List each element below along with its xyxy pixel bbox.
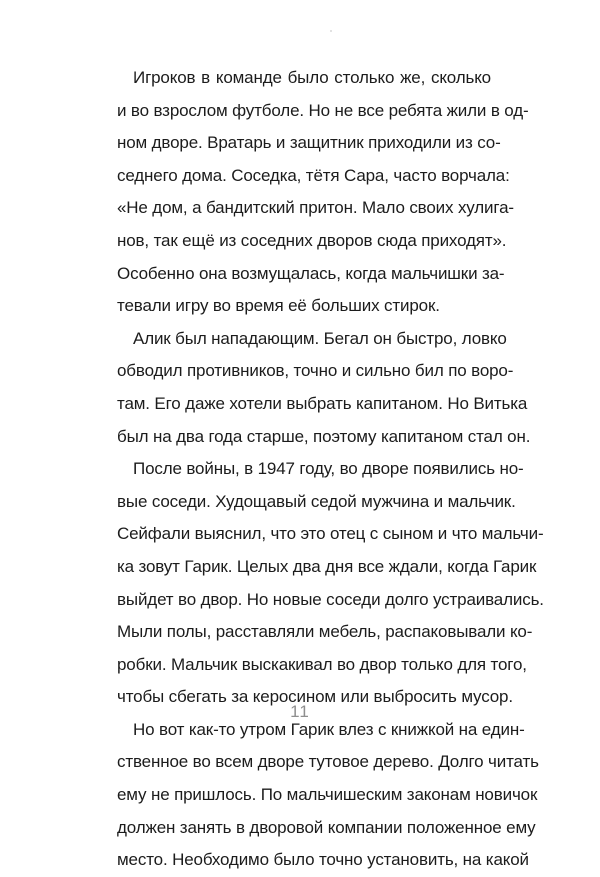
- text-line: Но вот как-то утром Гарик влез с книжкой на един-: [133, 719, 525, 739]
- text-line: Особенно она возмущалась, когда мальчишки за-: [117, 263, 505, 283]
- text-line: Сейфали выяснил, что это отец с сыном и что мальчи-: [117, 524, 544, 544]
- text-line: ственное во всем дворе тутовое дерево. Долго читать: [117, 752, 539, 772]
- print-speck: [330, 30, 332, 32]
- text-line: там. Его даже хотели выбрать капитаном. Но Витька: [117, 393, 528, 413]
- text-line: и во взрослом футболе. Но не все ребята жили в од-: [117, 100, 529, 120]
- text-line: вые соседи. Худощавый седой мужчина и мальчик.: [117, 491, 516, 511]
- page-number: 11: [290, 702, 310, 721]
- text-line: «Не дом, а бандитский притон. Мало своих хулига-: [117, 198, 514, 218]
- body-text: [117, 62, 544, 877]
- text-line: После войны, в 1947 году, во дворе появились но-: [133, 459, 524, 479]
- text-line: ном дворе. Вратарь и защитник приходили из со-: [117, 133, 501, 153]
- text-line: Алик был нападающим. Бегал он быстро, ловко: [133, 328, 507, 348]
- text-line: был на два года старше, поэтому капитаном стал он.: [117, 426, 531, 446]
- text-line: обводил противников, точно и сильно бил по воро-: [117, 361, 514, 381]
- text-line: место. Необходимо было точно установить, на какой: [117, 850, 529, 870]
- text-line: выйдет во двор. Но новые соседи долго устраивались.: [117, 589, 544, 609]
- text-line: Игроков в команде было столько же, сколько: [133, 68, 491, 87]
- text-line: ему не пришлось. По мальчишеским законам новичок: [117, 785, 538, 805]
- text-line: робки. Мальчик выскакивал во двор только для того,: [117, 654, 527, 674]
- text-line: чтобы сбегать за керосином или выбросить мусор.: [117, 687, 513, 707]
- text-line: Мыли полы, расставляли мебель, распаковывали ко-: [117, 622, 533, 642]
- text-line: ка зовут Гарик. Целых два дня все ждали, когда Гарик: [117, 556, 537, 576]
- text-line: тевали игру во время её больших стирок.: [117, 296, 440, 316]
- text-line: нов, так ещё из соседних дворов сюда приходят».: [117, 230, 507, 250]
- text-line: седнего дома. Соседка, тётя Сара, часто ворчала:: [117, 165, 510, 185]
- text-line: должен занять в дворовой компании положенное ему: [117, 817, 536, 837]
